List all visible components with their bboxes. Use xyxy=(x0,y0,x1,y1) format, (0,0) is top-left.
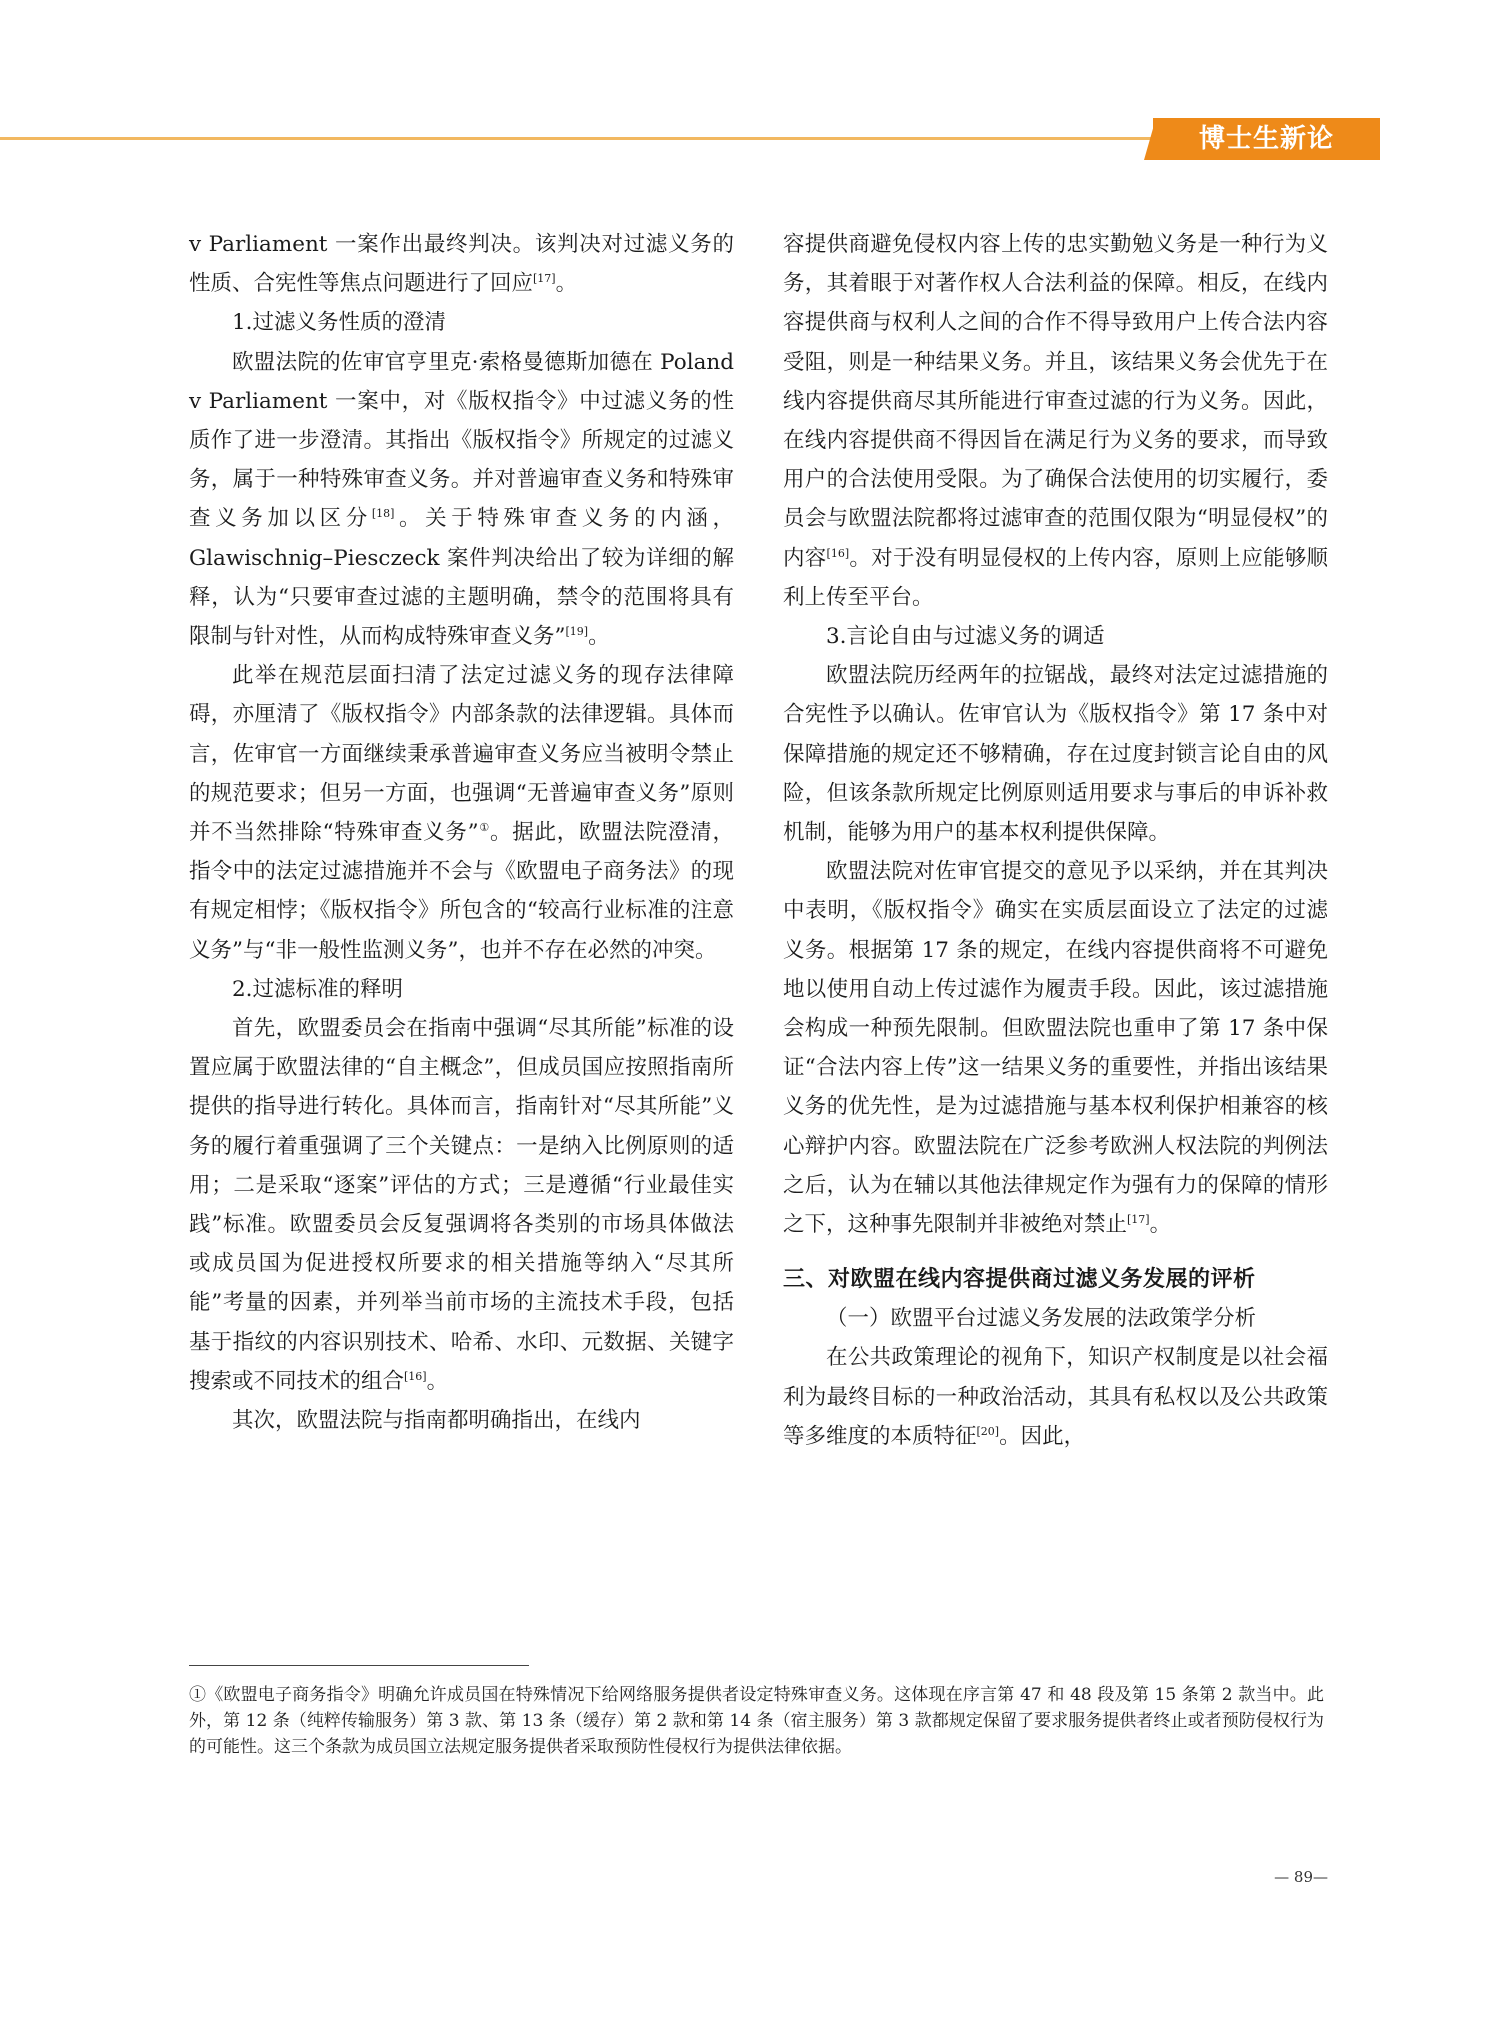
citation-ref: [16] xyxy=(404,1369,427,1383)
footnote: ①《欧盟电子商务指令》明确允许成员国在特殊情况下给网络服务提供者设定特殊审查义务。这体现在序言第 47 和 48 段及第 15 条第 2 款当中。此外，第 12 条（纯粹传输服务）第 3 款、第 13 条（缓存）第 2 款和第 14 条（宿主服务）第 3 款都规定保留了要求服务提供者终止或者预防侵权行为的可能性。这三个条款为成员国立法规定服务提供者采取预防性侵权行为提供法律依据。 xyxy=(189,1685,1324,1757)
footnote-rule xyxy=(189,1665,529,1666)
paragraph: 此举在规范层面扫清了法定过滤义务的现存法律障碍，亦厘清了《版权指令》内部条款的法律逻辑。具体而言，佐审官一方面继续秉承普遍审查义务应当被明令禁止的规范要求；但另一方面，也强调“无普遍审查义务”原则并不当然排除“特殊审查义务”①。据此，欧盟法院澄清，指令中的法定过滤措施并不会与《欧盟电子商务法》的现有规定相悖；《版权指令》所包含的“较高行业标准的注意义务”与“非一般性监测义务”，也并不存在必然的冲突。 xyxy=(189,663,734,963)
citation-ref: [19] xyxy=(565,624,589,638)
subheading: （一）欧盟平台过滤义务发展的法政策学分析 xyxy=(826,1306,1257,1332)
citation-ref: [16] xyxy=(826,546,850,560)
citation-ref: [18] xyxy=(371,507,395,521)
citation-ref: [17] xyxy=(533,272,556,286)
paragraph: 欧盟法院的佐审官亨里克·索格曼德斯加德在 Poland v Parliament 一案中，对《版权指令》中过滤义务的性质作了进一步澄清。其指出《版权指令》所规定的过滤义务，属于一种特殊审查义务。并对普遍审查义务和特殊审查义务加以区分[18]。关于特殊审查义务的内涵，Glawischnig–Piesczeck 案件判决给出了较为详细的解释，认为“只要审查过滤的主题明确，禁令的范围将具有限制与针对性，从而构成特殊审查义务”[19]。 xyxy=(189,349,734,650)
paragraph: 首先，欧盟委员会在指南中强调“尽其所能”标准的设置应属于欧盟法律的“自主概念”，但成员国应按照指南所提供的指导进行转化。具体而言，指南针对“尽其所能”义务的履行着重强调了三个关键点：一是纳入比例原则的适用；二是采取“逐案”评估的方式；三是遵循“行业最佳实践”标准。欧盟委员会反复强调将各类别的市场具体做法或成员国为促进授权所要求的相关措施等纳入“尽其所能”考量的因素，并列举当前市场的主流技术手段，包括基于指纹的内容识别技术、哈希、水印、元数据、关键字搜索或不同技术的组合[16]。 xyxy=(189,1016,734,1394)
citation-ref: [17] xyxy=(1127,1212,1150,1226)
header-rule xyxy=(0,137,1153,140)
right-column xyxy=(783,225,1328,1456)
paragraph: 在公共政策理论的视角下，知识产权制度是以社会福利为最终目标的一种政治活动，其具有私权以及公共政策等多维度的本质特征[20]。因此， xyxy=(783,1345,1328,1449)
section-heading: 三、对欧盟在线内容提供商过滤义务发展的评析 xyxy=(783,1267,1256,1293)
subheading: 3.言论自由与过滤义务的调适 xyxy=(826,624,1105,650)
paragraph: v Parliament 一案作出最终判决。该判决对过滤义务的性质、合宪性等焦点问题进行了回应[17]。 xyxy=(189,232,734,297)
paragraph: 容提供商避免侵权内容上传的忠实勤勉义务是一种行为义务，其着眼于对著作权人合法利益的保障。相反，在线内容提供商与权利人之间的合作不得导致用户上传合法内容受阻，则是一种结果义务。并且，该结果义务会优先于在线内容提供商尽其所能进行审查过滤的行为义务。因此，在线内容提供商不得因旨在满足行为义务的要求，而导致用户的合法使用受限。为了确保合法使用的切实履行，委员会与欧盟法院都将过滤审查的范围仅限为“明显侵权”的内容[16]。对于没有明显侵权的上传内容，原则上应能够顺利上传至平台。 xyxy=(783,232,1328,610)
page-number: — 89— xyxy=(1274,1868,1328,1886)
subheading: 1.过滤义务性质的澄清 xyxy=(232,310,447,336)
left-column xyxy=(189,225,734,1440)
subheading: 2.过滤标准的释明 xyxy=(232,976,404,1002)
paragraph: 其次，欧盟法院与指南都明确指出，在线内 xyxy=(232,1408,641,1434)
section-tab: 博士生新论 xyxy=(1153,118,1380,160)
citation-ref: [20] xyxy=(976,1424,1000,1438)
paragraph: 欧盟法院对佐审官提交的意见予以采纳，并在其判决中表明，《版权指令》确实在实质层面设立了法定的过滤义务。根据第 17 条的规定，在线内容提供商将不可避免地以使用自动上传过滤作为履责手段。因此，该过滤措施会构成一种预先限制。但欧盟法院也重申了第 17 条中保证“合法内容上传”这一结果义务的重要性，并指出该结果义务的优先性，是为过滤措施与基本权利保护相兼容的核心辩护内容。欧盟法院在广泛参考欧洲人权法院的判例法之后，认为在辅以其他法律规定作为强有力的保障的情形之下，这种事先限制并非被绝对禁止[17]。 xyxy=(783,859,1328,1238)
footnote-marker: ① xyxy=(478,820,491,834)
paragraph: 欧盟法院历经两年的拉锯战，最终对法定过滤措施的合宪性予以确认。佐审官认为《版权指令》第 17 条中对保障措施的规定还不够精确，存在过度封锁言论自由的风险，但该条款所规定比例原则适用要求与事后的申诉补救机制，能够为用户的基本权利提供保障。 xyxy=(783,663,1328,846)
